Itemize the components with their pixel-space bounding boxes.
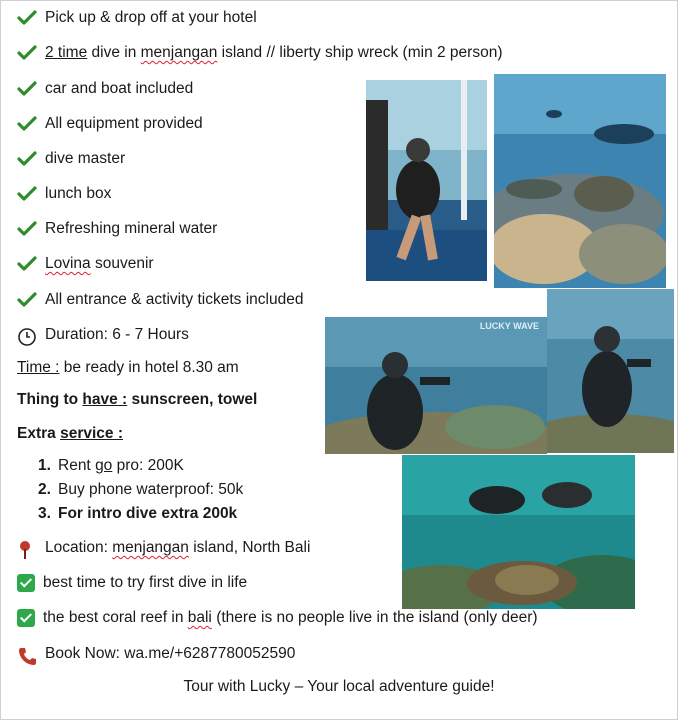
included-item (17, 291, 303, 309)
extra-service-item (38, 457, 184, 475)
diver-reef-photo (547, 289, 674, 453)
list-number: 1. (38, 457, 51, 474)
extra-service-item (38, 505, 237, 523)
book-now-link[interactable]: Book Now: wa.me/+6287780052590 (45, 645, 296, 662)
included-item-text: souvenir (90, 255, 154, 272)
extra-item-text: go (95, 457, 113, 474)
list-number: 2. (38, 481, 51, 498)
list-number: 3. (38, 505, 51, 522)
included-item-text: menjangan (140, 44, 218, 61)
highlight-text: (there is no people live in the island (only deer) (211, 609, 538, 626)
included-item (17, 80, 193, 98)
included-item-text: dive in (87, 44, 141, 61)
extra-service-heading (17, 425, 123, 443)
clock-icon (17, 327, 37, 343)
phone-icon (17, 646, 37, 662)
included-item-text: Pick up & drop off at your hotel (45, 9, 257, 26)
turtle-divers-photo (402, 455, 635, 609)
included-item-text: lunch box (45, 185, 112, 202)
checkmark-icon (17, 186, 37, 202)
location-suffix: island, North Bali (188, 539, 311, 556)
extra-item-text: For intro dive extra 200k (58, 505, 238, 522)
extra-item-text: Rent (58, 457, 96, 474)
duration-line (17, 326, 189, 344)
included-item-text: Refreshing mineral water (45, 220, 218, 237)
time-line (17, 359, 239, 377)
extra-service-item (38, 481, 243, 499)
included-item-text: 2 time (45, 44, 88, 61)
included-item-text: island // liberty ship wreck (min 2 person) (217, 44, 503, 61)
time-value: be ready in hotel 8.30 am (59, 359, 239, 376)
checkmark-icon (17, 256, 37, 272)
included-item-text: dive master (45, 150, 126, 167)
green-checkbox-icon (17, 574, 35, 592)
watermark-logo: LUCKY WAVE (479, 321, 539, 331)
included-item (17, 9, 257, 27)
bring-have: have : (82, 391, 128, 408)
map-pin-icon (17, 540, 37, 556)
duration-text: Duration: 6 - 7 Hours (45, 326, 189, 343)
highlight-item (17, 609, 538, 627)
extra-service-word: service : (60, 425, 124, 442)
checkmark-icon (17, 10, 37, 26)
highlight-text: bali (187, 609, 212, 626)
checkmark-icon (17, 81, 37, 97)
bring-value: sunscreen, towel (127, 391, 258, 408)
green-checkbox-icon (17, 609, 35, 627)
coral-reef-photo (494, 74, 666, 288)
included-item (17, 185, 111, 203)
checkmark-icon (17, 221, 37, 237)
footer-tagline: Tour with Lucky – Your local adventure guide! (183, 678, 495, 695)
included-item-text: car and boat included (45, 80, 194, 97)
location-place: menjangan (112, 539, 189, 556)
diver-ok-sign-photo (325, 317, 547, 454)
checkmark-icon (17, 151, 37, 167)
bring-prefix: Thing to (17, 391, 83, 408)
included-item (17, 255, 154, 273)
time-label: Time : (17, 359, 60, 376)
included-item (17, 115, 203, 133)
location-prefix: Location: (45, 539, 113, 556)
highlight-text: the best coral reef in (43, 609, 188, 626)
included-item-text: All entrance & activity tickets included (45, 291, 304, 308)
extra-prefix: Extra (17, 425, 61, 442)
included-item-text: All equipment provided (45, 115, 203, 132)
highlight-item (17, 574, 247, 592)
extra-item-text: pro: 200K (112, 457, 184, 474)
checkmark-icon (17, 292, 37, 308)
location-line (17, 539, 310, 557)
checkmark-icon (17, 116, 37, 132)
highlight-text: best time to try first dive in life (43, 574, 248, 591)
included-item-text: Lovina (45, 255, 91, 272)
bring-line (17, 391, 257, 409)
included-item (17, 220, 217, 238)
checkmark-icon (17, 45, 37, 61)
book-line (17, 645, 295, 663)
boat-diver-photo (366, 80, 487, 281)
included-item (17, 44, 502, 62)
extra-item-text: Buy phone waterproof: 50k (58, 481, 244, 498)
included-item (17, 150, 125, 168)
